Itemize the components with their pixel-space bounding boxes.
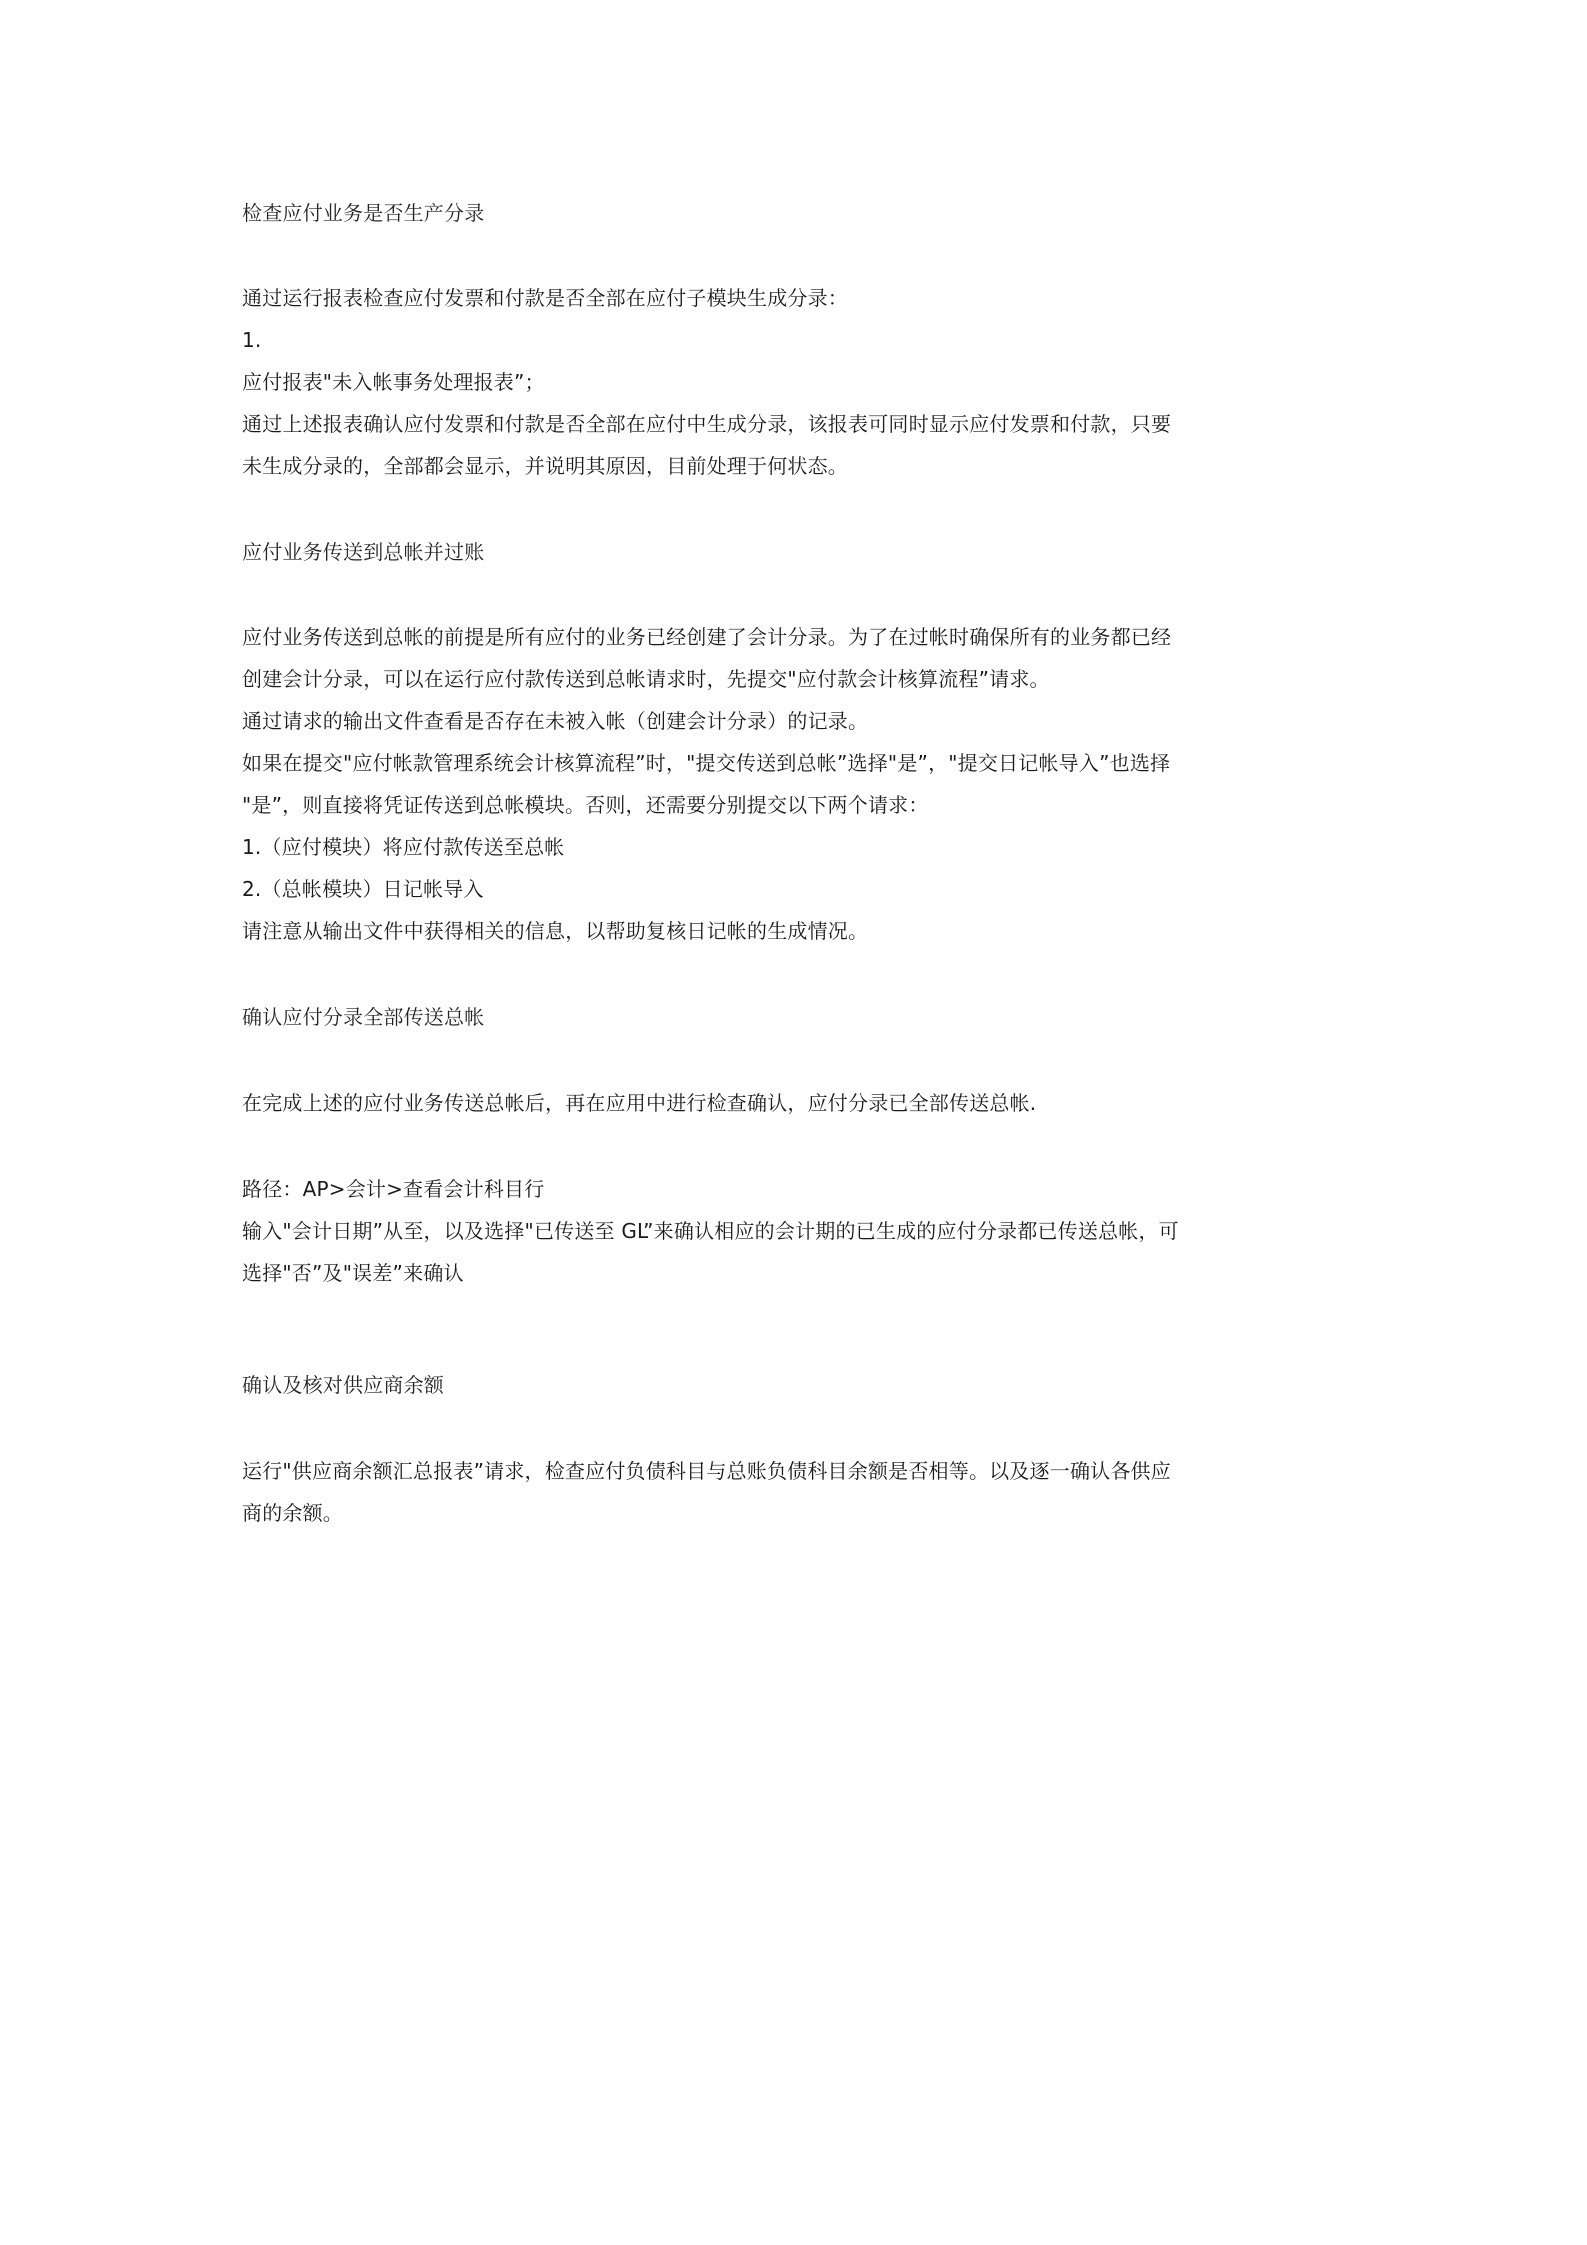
paragraph-line: "是”，则直接将凭证传送到总帐模块。否则，还需要分别提交以下两个请求：: [242, 793, 929, 817]
paragraph-line: 应付业务传送到总帐的前提是所有应付的业务已经创建了会计分录。为了在过帐时确保所有的业务都已经: [242, 625, 1172, 649]
list-item: 2.（总帐模块）日记帐导入: [242, 877, 484, 901]
paragraph-line: 未生成分录的，全部都会显示，并说明其原因，目前处理于何状态。: [242, 454, 848, 478]
paragraph-line: 通过请求的输出文件查看是否存在未被入帐（创建会计分录）的记录。: [242, 709, 869, 733]
section-heading-supplier-balances: 确认及核对供应商余额: [242, 1373, 444, 1397]
section-heading-transfer-to-gl: 应付业务传送到总帐并过账: [242, 540, 485, 564]
paragraph-line: 请注意从输出文件中获得相关的信息，以帮助复核日记帐的生成情况。: [242, 919, 869, 943]
paragraph-line: 运行"供应商余额汇总报表”请求，检查应付负债科目与总账负债科目余额是否相等。以及逐一确认各供应: [242, 1459, 1171, 1483]
paragraph-line: 如果在提交"应付帐款管理系统会计核算流程”时，"提交传送到总帐”选择"是”，"提交日记帐导入”也选择: [242, 751, 1171, 775]
section-heading-check-ap-entries: 检查应付业务是否生产分录: [242, 201, 485, 225]
paragraph-line: 商的余额。: [242, 1501, 343, 1525]
paragraph-line: 选择"否”及"误差”来确认: [242, 1261, 464, 1285]
paragraph-line: 创建会计分录，可以在运行应付款传送到总帐请求时，先提交"应付款会计核算流程”请求。: [242, 667, 1050, 691]
paragraph-line: 通过上述报表确认应付发票和付款是否全部在应付中生成分录，该报表可同时显示应付发票和付款，只要: [242, 412, 1172, 436]
paragraph-line: 输入"会计日期”从至，以及选择"已传送至 GL”来确认相应的会计期的已生成的应付分录都已传送总帐，可: [242, 1219, 1179, 1243]
paragraph-line: 应付报表"未入帐事务处理报表”；: [242, 370, 545, 394]
section-heading-confirm-entries-transferred: 确认应付分录全部传送总帐: [242, 1005, 485, 1029]
paragraph-line: 通过运行报表检查应付发票和付款是否全部在应付子模块生成分录：: [242, 286, 848, 310]
list-number: 1.: [242, 328, 262, 352]
paragraph-line: 在完成上述的应付业务传送总帐后，再在应用中进行检查确认，应付分录已全部传送总帐.: [242, 1091, 1037, 1115]
navigation-path: 路径：AP>会计>查看会计科目行: [242, 1177, 545, 1201]
list-item: 1.（应付模块）将应付款传送至总帐: [242, 835, 565, 859]
